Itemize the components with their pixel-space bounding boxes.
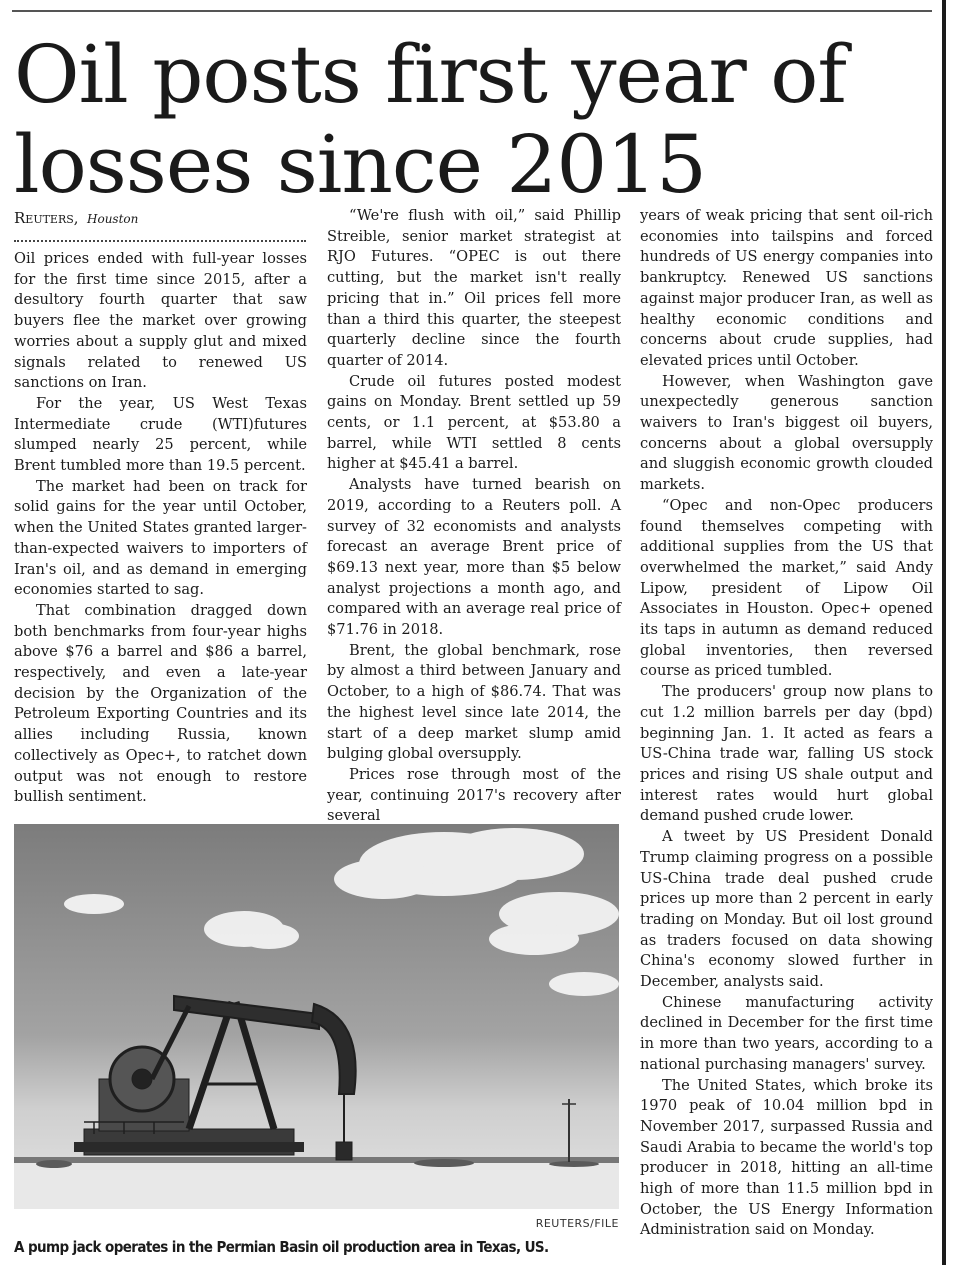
paragraph: Crude oil futures posted modest gains on Monday. Brent settled up 59 cents, or 1.1 percent, at $53.80 a barrel, while WTI settled 8 cents higher at $45.41 a barrel. <box>327 372 621 473</box>
page-edge-border <box>942 0 946 1265</box>
pump-jack-photo <box>14 824 619 1209</box>
paragraph: Prices rose through most of the year, continuing 2017's recovery after several <box>327 765 621 825</box>
article-column-1 <box>14 249 307 808</box>
paragraph: Chinese manufacturing activity declined in December for the first time in more than two years, according to a national purchasing managers' survey. <box>640 993 933 1073</box>
pump-jack-illustration <box>14 824 619 1209</box>
headline-line-2: losses since 2015 <box>14 118 707 211</box>
clouds <box>64 828 619 996</box>
byline-agency: Reuters, <box>14 209 79 227</box>
paragraph: years of weak pricing that sent oil-rich economies into tailspins and forced hundreds of US energy companies into bankruptcy. Renewed US sanctions against major producer Iran, as well as healthy economic conditions and concerns about crude supplies, had elevated prices until October. <box>640 207 933 369</box>
paragraph: However, when Washington gave unexpectedly generous sanction waivers to Iran's biggest oil buyers, concerns about a global oversupply and sluggish economic growth clouded markets. <box>640 372 933 494</box>
paragraph: “We're flush with oil,” said Phillip Streible, senior market strategist at RJO Futures. “OPEC is out there cutting, but the market isn't really pricing that in.” Oil prices fell more than a third this quarter, the steepest quarterly decline since the fourth quarter of 2014. <box>327 207 621 369</box>
paragraph: “Opec and non-Opec producers found themselves competing with additional supplies from the US that overwhelmed the market,” said Andy Lipow, president of Lipow Oil Associates in Houston. Opec+ opened its taps in autumn as demand reduced global inventories, then reversed course as priced tumbled. <box>640 496 933 680</box>
article-column-2 <box>327 206 621 827</box>
photo-credit: REUTERS/FILE <box>535 1217 619 1230</box>
paragraph: Oil prices ended with full-year losses for the first time since 2015, after a desultory fourth quarter that saw buyers flee the market over growing worries about a supply glut and mixed signals related to renewed US sanctions on Iran. <box>14 250 307 392</box>
headline <box>14 30 914 210</box>
dotted-separator <box>14 240 306 242</box>
paragraph: Analysts have turned bearish on 2019, according to a Reuters poll. A survey of 32 economists and analysts forecast an average Brent price of $69.13 next year, more than $5 below analyst projections a month ago, and compared with an average real price of $71.76 in 2018. <box>327 476 621 639</box>
article-column-3 <box>640 206 933 1241</box>
paragraph: For the year, US West Texas Intermediate crude (WTI)futures slumped nearly 25 percent, while Brent tumbled more than 19.5 percent. <box>14 394 307 475</box>
paragraph: The United States, which broke its 1970 peak of 10.04 million bpd in November 2017, surpassed Russia and Saudi Arabia to became the world's top producer in 2018, hitting an all-time high of more than 11.5 million bpd in October, the US Energy Information Administration said on Monday. <box>640 1076 933 1239</box>
paragraph: Brent, the global benchmark, rose by almost a third between January and October, to a high of $86.74. That was the highest level since late 2014, the start of a deep market slump amid bulging global oversupply. <box>327 641 621 763</box>
paragraph: The producers' group now plans to cut 1.2 million barrels per day (bpd) beginning Jan. 1. It acted as fears a US-China trade war, falling US stock prices and rising US shale output and interest rates would hurt global demand pushed crude lower. <box>640 683 933 825</box>
paragraph: The market had been on track for solid gains for the year until October, when the United States granted larger-than-expected waivers to importers of Iran's oil, and as demand in emerging economies started to sag. <box>14 477 307 599</box>
pump-jack <box>74 996 356 1160</box>
paragraph: That combination dragged down both benchmarks from four-year highs above $76 a barrel and $86 a barrel, respectively, and even a late-year decision by the Organization of the Petroleum Exporting Countries and its allies including Russia, known collectively as Opec+, to ratchet down output was not enough to restore bullish sentiment. <box>14 601 307 806</box>
headline-line-1: Oil posts first year of <box>14 28 846 121</box>
paragraph: A tweet by US President Donald Trump claiming progress on a possible US-China trade deal pushed crude prices up more than 2 percent in early trading on Monday. But oil lost ground as traders focused on data showing China's economy slowed further in December, analysts said. <box>640 828 933 991</box>
top-rule <box>12 10 932 12</box>
byline <box>14 208 314 229</box>
photo-caption: A pump jack operates in the Permian Basin oil production area in Texas, US. <box>14 1238 549 1256</box>
byline-city: Houston <box>87 212 139 226</box>
